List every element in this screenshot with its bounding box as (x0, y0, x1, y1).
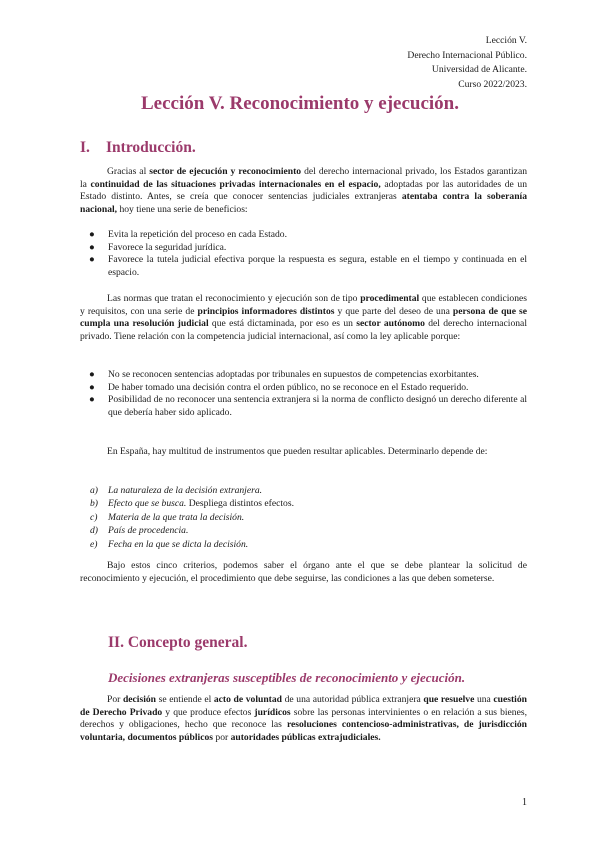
paragraph-criterios (80, 560, 527, 585)
criteria-list (80, 484, 527, 551)
bold-run: principios informadores distintos (197, 305, 335, 317)
bold-run: que resuelve (423, 694, 475, 705)
bold-run: cuestión de Derecho Privado (80, 694, 527, 718)
section-number: I. (80, 139, 90, 156)
criteria-text: La naturaleza de la decisión extranjera. (108, 485, 263, 496)
list-marker: c) (90, 511, 98, 523)
list-marker: a) (90, 485, 98, 496)
text-run: se entiende el (156, 694, 214, 705)
list-item-text: Favorece la tutela judicial efectiva porque la respuesta es segura, estable en el tiempo y continuada en el espacio. (108, 254, 527, 278)
page-title: Lección V. Reconocimiento y ejecución. (140, 93, 460, 114)
conditions-list (80, 369, 527, 419)
bullet-icon: ● (89, 229, 95, 240)
text-run: En España, hay multitud de instrumentos que pueden resultar aplicables. Determinarlo depende de: (107, 446, 488, 457)
bold-run: atentaba contra la soberanía nacional, (80, 191, 527, 215)
criteria-text: Materia de la que trata la decisión. (108, 511, 245, 523)
text-run: que está dictaminada, por eso es un (208, 318, 357, 330)
bold-run: continuidad de las situaciones privadas internacionales en el espacio, (90, 178, 381, 190)
paragraph-intro (80, 166, 527, 216)
paragraph-normas (80, 293, 527, 343)
bold-run: decisión (122, 694, 157, 705)
text-run: del derecho internacional privado, los Estados garantizan la (80, 166, 528, 190)
list-marker: b) (90, 498, 98, 510)
text-run: hoy tiene una serie de beneficios: (117, 203, 248, 215)
text-run: y que parte del deseo de una (334, 305, 453, 317)
text-run: sobre las personas intervinientes o en relación a sus bienes, derechos y obligaciones, hecho que reconoce las (80, 706, 527, 731)
text-run: y que produce efectos (162, 706, 255, 718)
bold-run: autoridades públicas extrajudiciales. (230, 731, 381, 743)
list-item (80, 242, 527, 255)
list-item-text: De haber tomado una decisión contra el orden público, no se reconoce en el Estado requerido. (108, 381, 469, 393)
text-run: del derecho internacional privado. Tiene relación con la competencia judicial internacional, así como la ley aplicable porque: (80, 318, 527, 342)
text-run: por (213, 731, 231, 743)
paragraph-espana (80, 446, 527, 459)
bold-run: sector de ejecución y reconocimiento (149, 166, 302, 177)
list-item (80, 369, 527, 382)
section-heading-concepto: II. Concepto general. (108, 634, 248, 651)
header-university: Universidad de Alicante. (431, 64, 527, 76)
list-item (80, 538, 527, 551)
bold-run: procedimental (360, 293, 420, 304)
text-run: una (474, 694, 494, 705)
header-course: Curso 2022/2023. (458, 78, 527, 90)
list-item-text: Posibilidad de no reconocer una sentencia extranjera si la norma de conflicto designó un derecho diferente al que debería haber sido aplicado. (108, 394, 527, 418)
bold-run: resoluciones contencioso-administrativas, de jurisdicción voluntaria, documentos públicos (80, 719, 527, 743)
text-run: Gracias al (107, 166, 150, 177)
bullet-icon: ● (89, 254, 95, 266)
list-item (80, 484, 527, 497)
list-item-text: Favorece la seguridad jurídica. (108, 241, 227, 253)
bullet-icon: ● (89, 381, 95, 393)
bullet-icon: ● (89, 394, 95, 406)
text-run: adoptadas por las autoridades de un Estado distinto. Antes, se creía que conocer sentencias judiciales extranjeras (80, 178, 527, 203)
list-marker: d) (90, 525, 98, 537)
list-marker: e) (90, 538, 98, 550)
bullet-icon: ● (89, 369, 95, 380)
text-run: Bajo estos cinco criterios, podemos saber el órgano ante el que se debe plantear la solicitud de reconocimiento y ejecución, el procedimiento que debe seguirse, las condiciones a las que deben someterse. (80, 560, 527, 584)
text-run: Las normas que tratan el reconocimiento y ejecución son de tipo (107, 293, 361, 304)
criteria-note: Despliega distintos efectos. (186, 498, 294, 510)
list-item (80, 229, 527, 242)
list-item-text: No se reconocen sentencias adoptadas por tribunales en supuestos de competencias exorbitantes. (108, 369, 479, 380)
header-subject: Derecho Internacional Público. (407, 49, 527, 61)
text-run: de una autoridad pública extranjera (282, 694, 424, 705)
list-item (80, 524, 527, 537)
paragraph-decision (80, 694, 527, 744)
section-heading-introduccion (80, 139, 196, 157)
document-header (407, 34, 527, 92)
list-item (80, 254, 527, 279)
benefits-list (80, 229, 527, 279)
list-item (80, 394, 527, 419)
bold-run: acto de voluntad (213, 694, 282, 705)
bold-run: sector autónomo (356, 318, 425, 330)
list-item (80, 497, 527, 510)
list-item (80, 382, 527, 395)
bold-run: jurídicos (254, 706, 291, 718)
header-lesson: Lección V. (485, 35, 527, 46)
text-run: que establecen condiciones y requisitos, con una serie de (80, 293, 528, 317)
list-item (80, 511, 527, 524)
criteria-text: Fecha en la que se dicta la decisión. (108, 538, 249, 550)
criteria-text: Efecto que se busca. (108, 498, 187, 510)
page-number: 1 (522, 797, 527, 808)
list-item-text: Evita la repetición del proceso en cada Estado. (108, 229, 288, 240)
bullet-icon: ● (89, 241, 95, 253)
text-run: Por (107, 694, 123, 705)
criteria-text: País de procedencia. (108, 525, 189, 537)
section-title: Introducción. (106, 139, 196, 156)
subsection-heading: Decisiones extranjeras susceptibles de reconocimiento y ejecución. (108, 670, 466, 685)
bold-run: persona de que se cumpla una resolución judicial (80, 305, 528, 330)
